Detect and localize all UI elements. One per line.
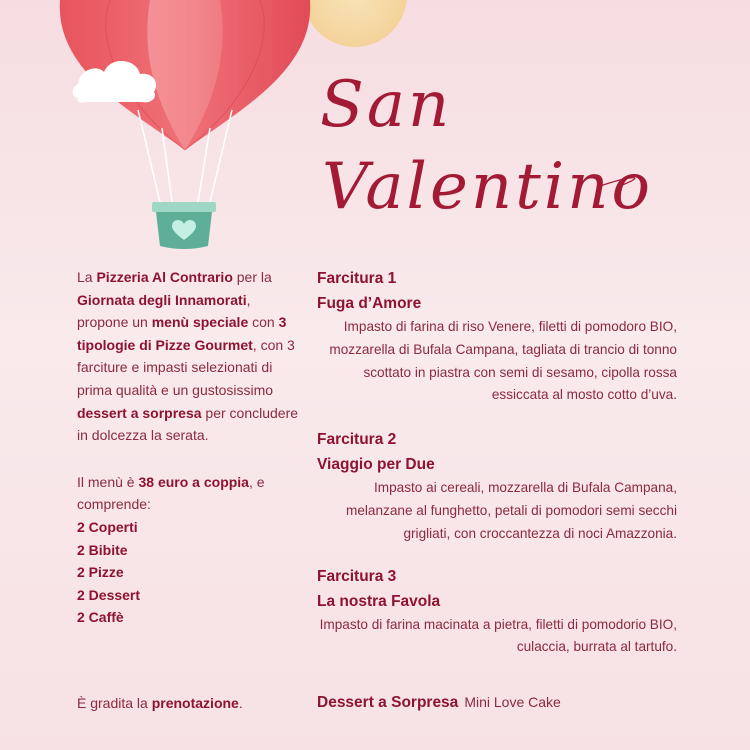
- basket: [152, 202, 216, 212]
- dessert-value: Mini Love Cake: [464, 694, 561, 710]
- booking-note: È gradita la prenotazione.: [77, 695, 243, 711]
- list-item: 2 Coperti: [77, 518, 138, 535]
- pizza-types: 3 tipologie di Pizze Gourmet: [77, 314, 287, 353]
- price-amount: 38 euro a coppia: [138, 473, 249, 490]
- sun-decoration: [303, 0, 407, 47]
- page-title: [300, 58, 740, 228]
- intro-column: [77, 266, 299, 629]
- title-line-1: San: [320, 68, 453, 142]
- price-paragraph: Il menù è 38 euro a coppia, e comprende:: [77, 473, 265, 513]
- occasion: Giornata degli Innamorati: [77, 291, 247, 308]
- course-3: [317, 564, 677, 660]
- list-item: 2 Bibite: [77, 541, 128, 558]
- course-1: [317, 266, 677, 407]
- course-description: Impasto ai cereali, mozzarella di Bufala Campana, melanzane al funghetto, petali di pomodori semi secchi grigliati, con croccantezza di noci Amazzonia.: [346, 480, 677, 541]
- course-label: Farcitura 3: [317, 567, 397, 585]
- list-item: 2 Caffè: [77, 609, 124, 626]
- course-description: Impasto di farina di riso Venere, filetti di pomodoro BIO, mozzarella di Bufala Campana, tagliata di trancio di tonno scottato in piastra con semi di sesamo, cipolla rossa essiccata al mosto cotto d’uva.: [329, 319, 677, 403]
- course-name: La nostra Favola: [317, 592, 441, 610]
- surprise-dessert: dessert a sorpresa: [77, 404, 202, 421]
- list-item: 2 Dessert: [77, 586, 141, 603]
- course-name: Viaggio per Due: [317, 456, 435, 474]
- course-label: Farcitura 1: [317, 270, 397, 287]
- booking-strong: prenotazione: [151, 695, 239, 711]
- list-item: 2 Pizze: [77, 564, 124, 581]
- title-line-2: Valentino: [322, 150, 653, 224]
- course-label: Farcitura 2: [317, 431, 397, 449]
- includes-list: [77, 516, 299, 629]
- dessert-label: Dessert a Sorpresa: [317, 694, 459, 711]
- menu-column: [317, 266, 677, 673]
- dessert-line: [317, 694, 561, 712]
- course-description: Impasto di farina macinata a pietra, filetti di pomodorio BIO, culaccia, burrata al tartufo.: [319, 616, 677, 655]
- special-menu: menù speciale: [151, 314, 249, 331]
- intro-paragraph: La Pizzeria Al Contrario per la Giornata degli Innamorati, propone un menù speciale con 3 tipologie di Pizze Gourmet, con 3 farciture e impasti selezionati di prima qualità e un gustosissimo dessert a sorpresa per concludere in dolcezza la serata.: [77, 269, 299, 444]
- course-2: [317, 427, 677, 545]
- course-name: Fuga d’Amore: [317, 295, 422, 312]
- restaurant-name: Pizzeria Al Contrario: [96, 269, 233, 285]
